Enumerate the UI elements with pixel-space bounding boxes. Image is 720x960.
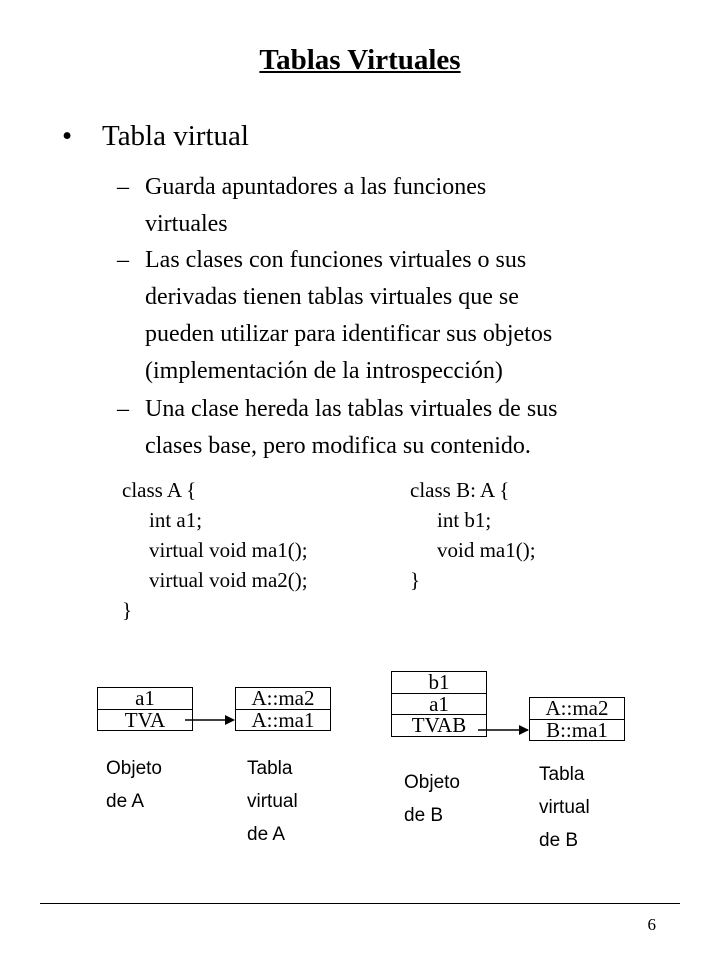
caption-objeto-a: [106, 752, 162, 818]
text-line: clases base, pero modifica su contenido.: [145, 433, 531, 459]
text-line: Guarda apuntadores a las funciones: [145, 174, 487, 200]
caption-line: de B: [404, 805, 444, 826]
caption-tabla-a: [247, 752, 298, 851]
vtable-b-cell: A::ma2: [545, 696, 609, 720]
object-b-box: [391, 671, 487, 737]
text-line: Una clase hereda las tablas virtuales de sus: [145, 396, 558, 422]
text-line: (implementación de la introspección): [145, 358, 503, 384]
slide-title: Tablas Virtuales: [259, 44, 461, 76]
subitem-dash: –: [117, 174, 129, 200]
object-b-cell: TVAB: [392, 714, 486, 735]
code-line: int b1;: [437, 508, 492, 532]
object-a-cell: a1: [135, 686, 155, 710]
bullet-marker: •: [62, 120, 73, 152]
code-line: }: [122, 598, 133, 622]
text-line: Las clases con funciones virtuales o sus: [145, 247, 527, 273]
object-b-cell: a1: [392, 693, 486, 714]
vtable-a-cell: A::ma2: [251, 686, 315, 710]
vtable-a-cell: A::ma1: [236, 709, 330, 730]
caption-line: de B: [539, 830, 579, 851]
vtable-b-cell: B::ma1: [530, 719, 624, 740]
caption-line: de A: [247, 824, 286, 845]
caption-line: Objeto: [404, 772, 460, 793]
caption-line: virtual: [247, 791, 298, 812]
caption-line: virtual: [539, 797, 590, 818]
code-line: class B: A {: [410, 478, 510, 502]
text-line: pueden utilizar para identificar sus objetos: [145, 321, 553, 347]
caption-line: Objeto: [106, 758, 162, 779]
code-line: void ma1();: [437, 538, 536, 562]
caption-line: Tabla: [247, 758, 293, 779]
text-line: virtuales: [145, 211, 228, 237]
code-line: class A {: [122, 478, 197, 502]
code-line: virtual void ma1();: [149, 538, 308, 562]
caption-line: Tabla: [539, 764, 585, 785]
text-line: derivadas tienen tablas virtuales que se: [145, 284, 519, 310]
bullet-text: Tabla virtual: [102, 120, 249, 152]
code-line: int a1;: [149, 508, 203, 532]
caption-objeto-b: [404, 766, 460, 832]
caption-tabla-b: [539, 758, 590, 857]
code-line: virtual void ma2();: [149, 568, 308, 592]
subitem-dash: –: [117, 247, 129, 273]
caption-line: de A: [106, 791, 145, 812]
subitem-dash: –: [117, 396, 129, 422]
vtable-b-box: [529, 697, 625, 741]
object-a-cell: TVA: [98, 709, 192, 730]
page-number: 6: [647, 915, 656, 934]
footer-divider: [40, 903, 680, 904]
code-line: }: [410, 568, 421, 592]
object-b-cell: b1: [428, 670, 450, 694]
